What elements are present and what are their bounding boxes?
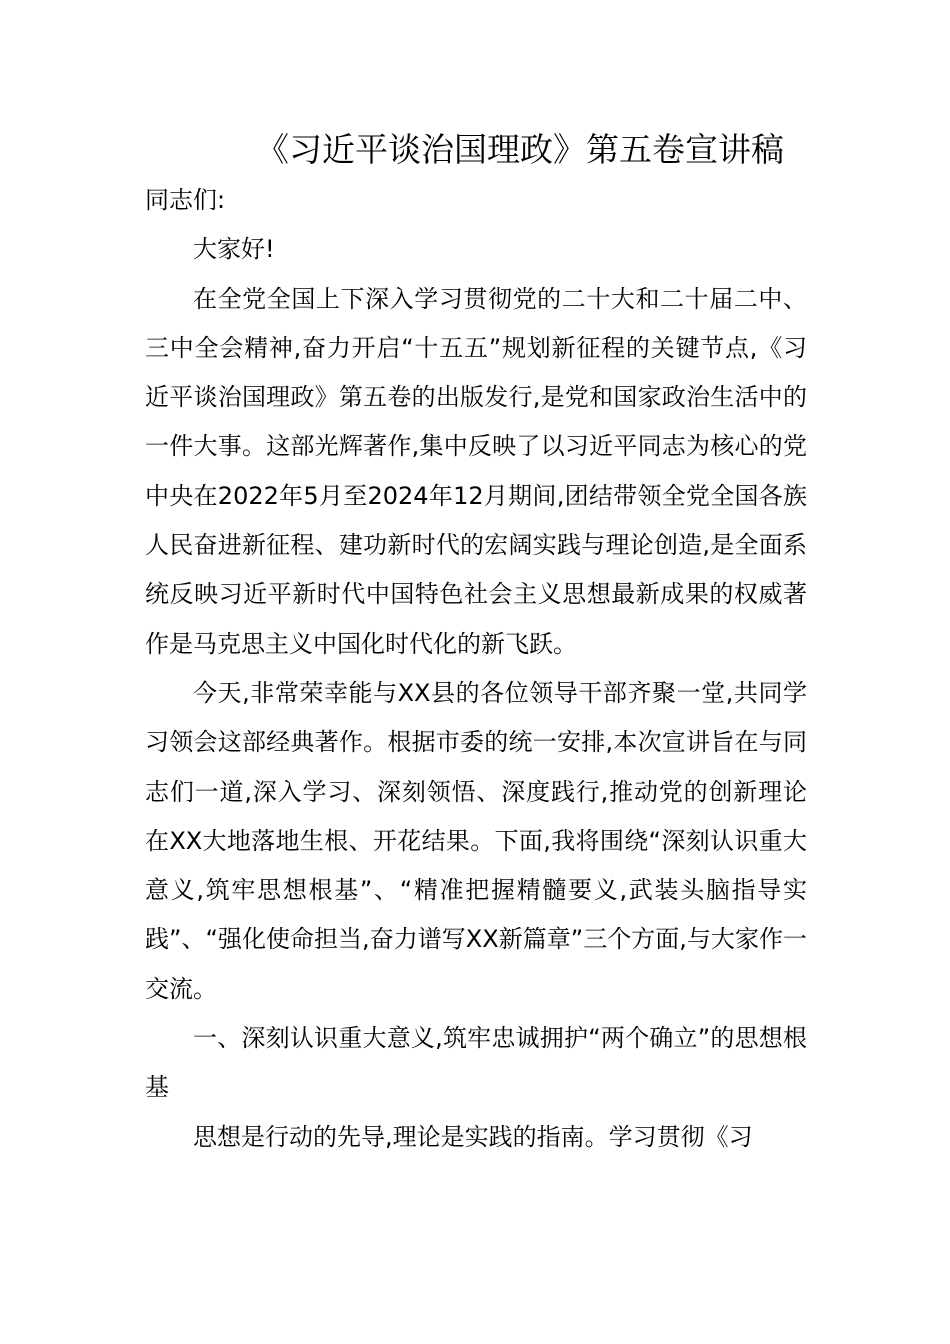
salutation: 同志们: [145, 186, 226, 214]
paragraph-purpose: 今天,非常荣幸能与XX县的各位领导干部齐聚一堂,共同学习领会这部经典著作。根据市委的统一安排,本次宣讲旨在与同志们一道,深入学习、深刻领悟、深度践行,推动党的创新理论在XX大地落地生根、开花结果。下面,我将围绕“深刻认识重大意义,筑牢思想根基”、“精准把握精髓要义,武装头脑指导实践”、“强化使命担当,奋力谱写XX新篇章”三个方面,与大家作一交流。 [145, 678, 807, 1003]
section-heading-1: 一、深刻认识重大意义,筑牢忠诚拥护“两个确立”的思想根基 [145, 1024, 807, 1102]
paragraph-section-1: 思想是行动的先导,理论是实践的指南。学习贯彻《习 [193, 1122, 753, 1151]
paragraph-introduction: 在全党全国上下深入学习贯彻党的二十大和二十届二中、三中全会精神,奋力开启“十五五”规划新征程的关键节点,《习近平谈治国理政》第五卷的出版发行,是党和国家政治生活中的一件大事。这部光辉著作,集中反映了以习近平同志为核心的党中央在2022年5月至2024年12月期间,团结带领全党全国各族人民奋进新征程、建功新时代的宏阔实践与理论创造,是全面系统反映习近平新时代中国特色社会主义思想最新成果的权威著作是马克思主义中国化时代化的新飞跃。 [145, 284, 807, 658]
document-body [145, 176, 807, 1162]
document-title: 《习近平谈治国理政》第五卷宣讲稿 [256, 130, 784, 169]
paragraph-greeting: 大家好! [193, 235, 275, 264]
